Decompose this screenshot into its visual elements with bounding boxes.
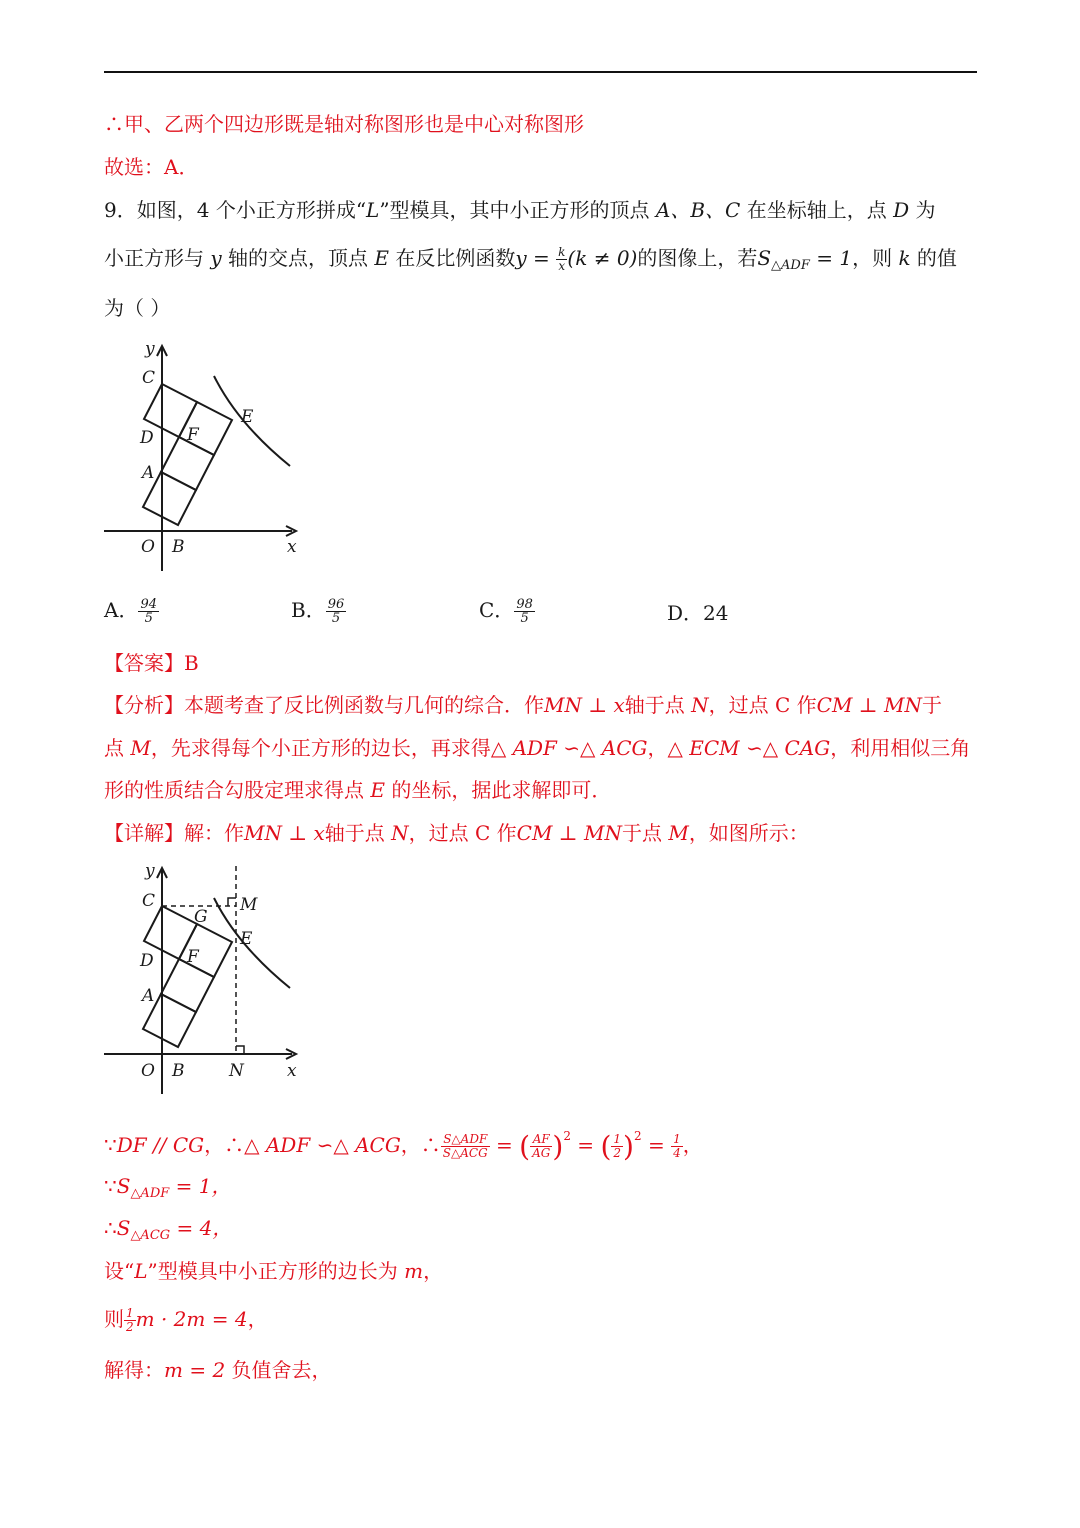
analysis-tag: 【分析】 bbox=[104, 693, 184, 717]
question-number: 9． bbox=[104, 198, 137, 222]
k-over-x: $\frac{k}{x}$ bbox=[558, 245, 566, 273]
choose-line: 故选：A． bbox=[104, 155, 199, 179]
option-d[interactable]: D．24 bbox=[667, 601, 729, 625]
fig2-label-F: F bbox=[187, 947, 199, 967]
analysis-line-2: 点 M，先求得每个小正方形的边长，再求得△ ADF ∽△ ACG，△ ECM ∽△ CAG，利用相似三角 bbox=[104, 736, 971, 760]
fig2-label-B: B bbox=[172, 1061, 185, 1081]
option-a[interactable]: A． $\frac{94}{5}$ bbox=[104, 597, 157, 626]
answer-line bbox=[104, 649, 199, 677]
fig1-label-x: x bbox=[287, 537, 297, 557]
step-1: ∵DF // CG，∴△ ADF ∽△ ACG，∴ $\frac{\text{S△ADF}}{\text{S△ACG}}$ = ( $\frac{AF}{AG}$ )$^2$ = ( $\frac{1}{2}$ )$^2$ = $\frac{1}{4}$ ， bbox=[104, 1129, 703, 1163]
option-b[interactable]: B． $\frac{96}{5}$ bbox=[291, 597, 345, 626]
fig2-label-O: O bbox=[141, 1061, 155, 1081]
header-rule bbox=[104, 71, 977, 73]
option-c[interactable]: C． $\frac{98}{5}$ bbox=[479, 597, 533, 626]
conclusion-line: ∴甲、乙两个四边形既是轴对称图形也是中心对称图形 bbox=[104, 112, 584, 136]
fig1-label-C: C bbox=[142, 368, 156, 388]
step-3: $\therefore S_{\triangle ACG} = 4$， bbox=[104, 1216, 233, 1243]
answer-tag: 【答案】 bbox=[104, 651, 184, 675]
fig2-label-y: y bbox=[145, 861, 155, 881]
fig1-label-A: A bbox=[142, 463, 155, 483]
detail-tag: 【详解】 bbox=[104, 821, 184, 845]
fig2-label-C: C bbox=[142, 891, 156, 911]
step-6: 解得：m = 2 负值舍去， bbox=[104, 1358, 332, 1382]
detail-line: 【详解】解：作MN ⊥ x轴于点 N，过点 C 作CM ⊥ MN于点 M，如图所示： bbox=[104, 821, 809, 845]
fig1-label-F: F bbox=[187, 425, 199, 445]
fig1-label-O: O bbox=[141, 537, 155, 557]
fig1-label-E: E bbox=[241, 407, 254, 427]
fig1-label-D: D bbox=[140, 428, 154, 448]
figure-1 bbox=[100, 336, 310, 572]
figure-2 bbox=[100, 858, 310, 1096]
fig1-label-B: B bbox=[172, 537, 185, 557]
analysis-line-1: 【分析】本题考查了反比例函数与几何的综合．作MN ⊥ x轴于点 N，过点 C 作CM ⊥ MN于 bbox=[104, 693, 942, 717]
step-2: $\because S_{\triangle ADF} = 1$， bbox=[104, 1174, 232, 1201]
fig2-label-M: M bbox=[240, 895, 258, 915]
fig2-label-N: N bbox=[229, 1061, 244, 1081]
fig1-label-y: y bbox=[145, 339, 155, 359]
question-line-3: 为（ ） bbox=[104, 296, 171, 320]
answer-value: B bbox=[184, 651, 199, 675]
fig2-label-E: E bbox=[240, 929, 253, 949]
step-5: 则 $\frac{1}{2}$ m · 2m = 4， bbox=[104, 1306, 268, 1334]
step-4: 设“L”型模具中小正方形的边长为 m， bbox=[104, 1259, 444, 1283]
fig2-label-x: x bbox=[287, 1061, 297, 1081]
fig2-label-D: D bbox=[140, 951, 154, 971]
question-line-1: 9．如图，4 个小正方形拼成“L”型模具，其中小正方形的顶点 A、B、C 在坐标轴上，点 D 为 bbox=[104, 198, 936, 222]
question-line-2: 小正方形与 y 轴的交点，顶点 E 在反比例函数y = $\frac{k}{x}$ (k ≠ 0)的图像上，若$S_{\triangle ADF} = 1$，则 k 的值 bbox=[104, 245, 957, 273]
analysis-line-3: 形的性质结合勾股定理求得点 E 的坐标，据此求解即可． bbox=[104, 778, 612, 802]
fig2-label-A: A bbox=[142, 986, 155, 1006]
fig2-label-G: G bbox=[194, 907, 208, 927]
